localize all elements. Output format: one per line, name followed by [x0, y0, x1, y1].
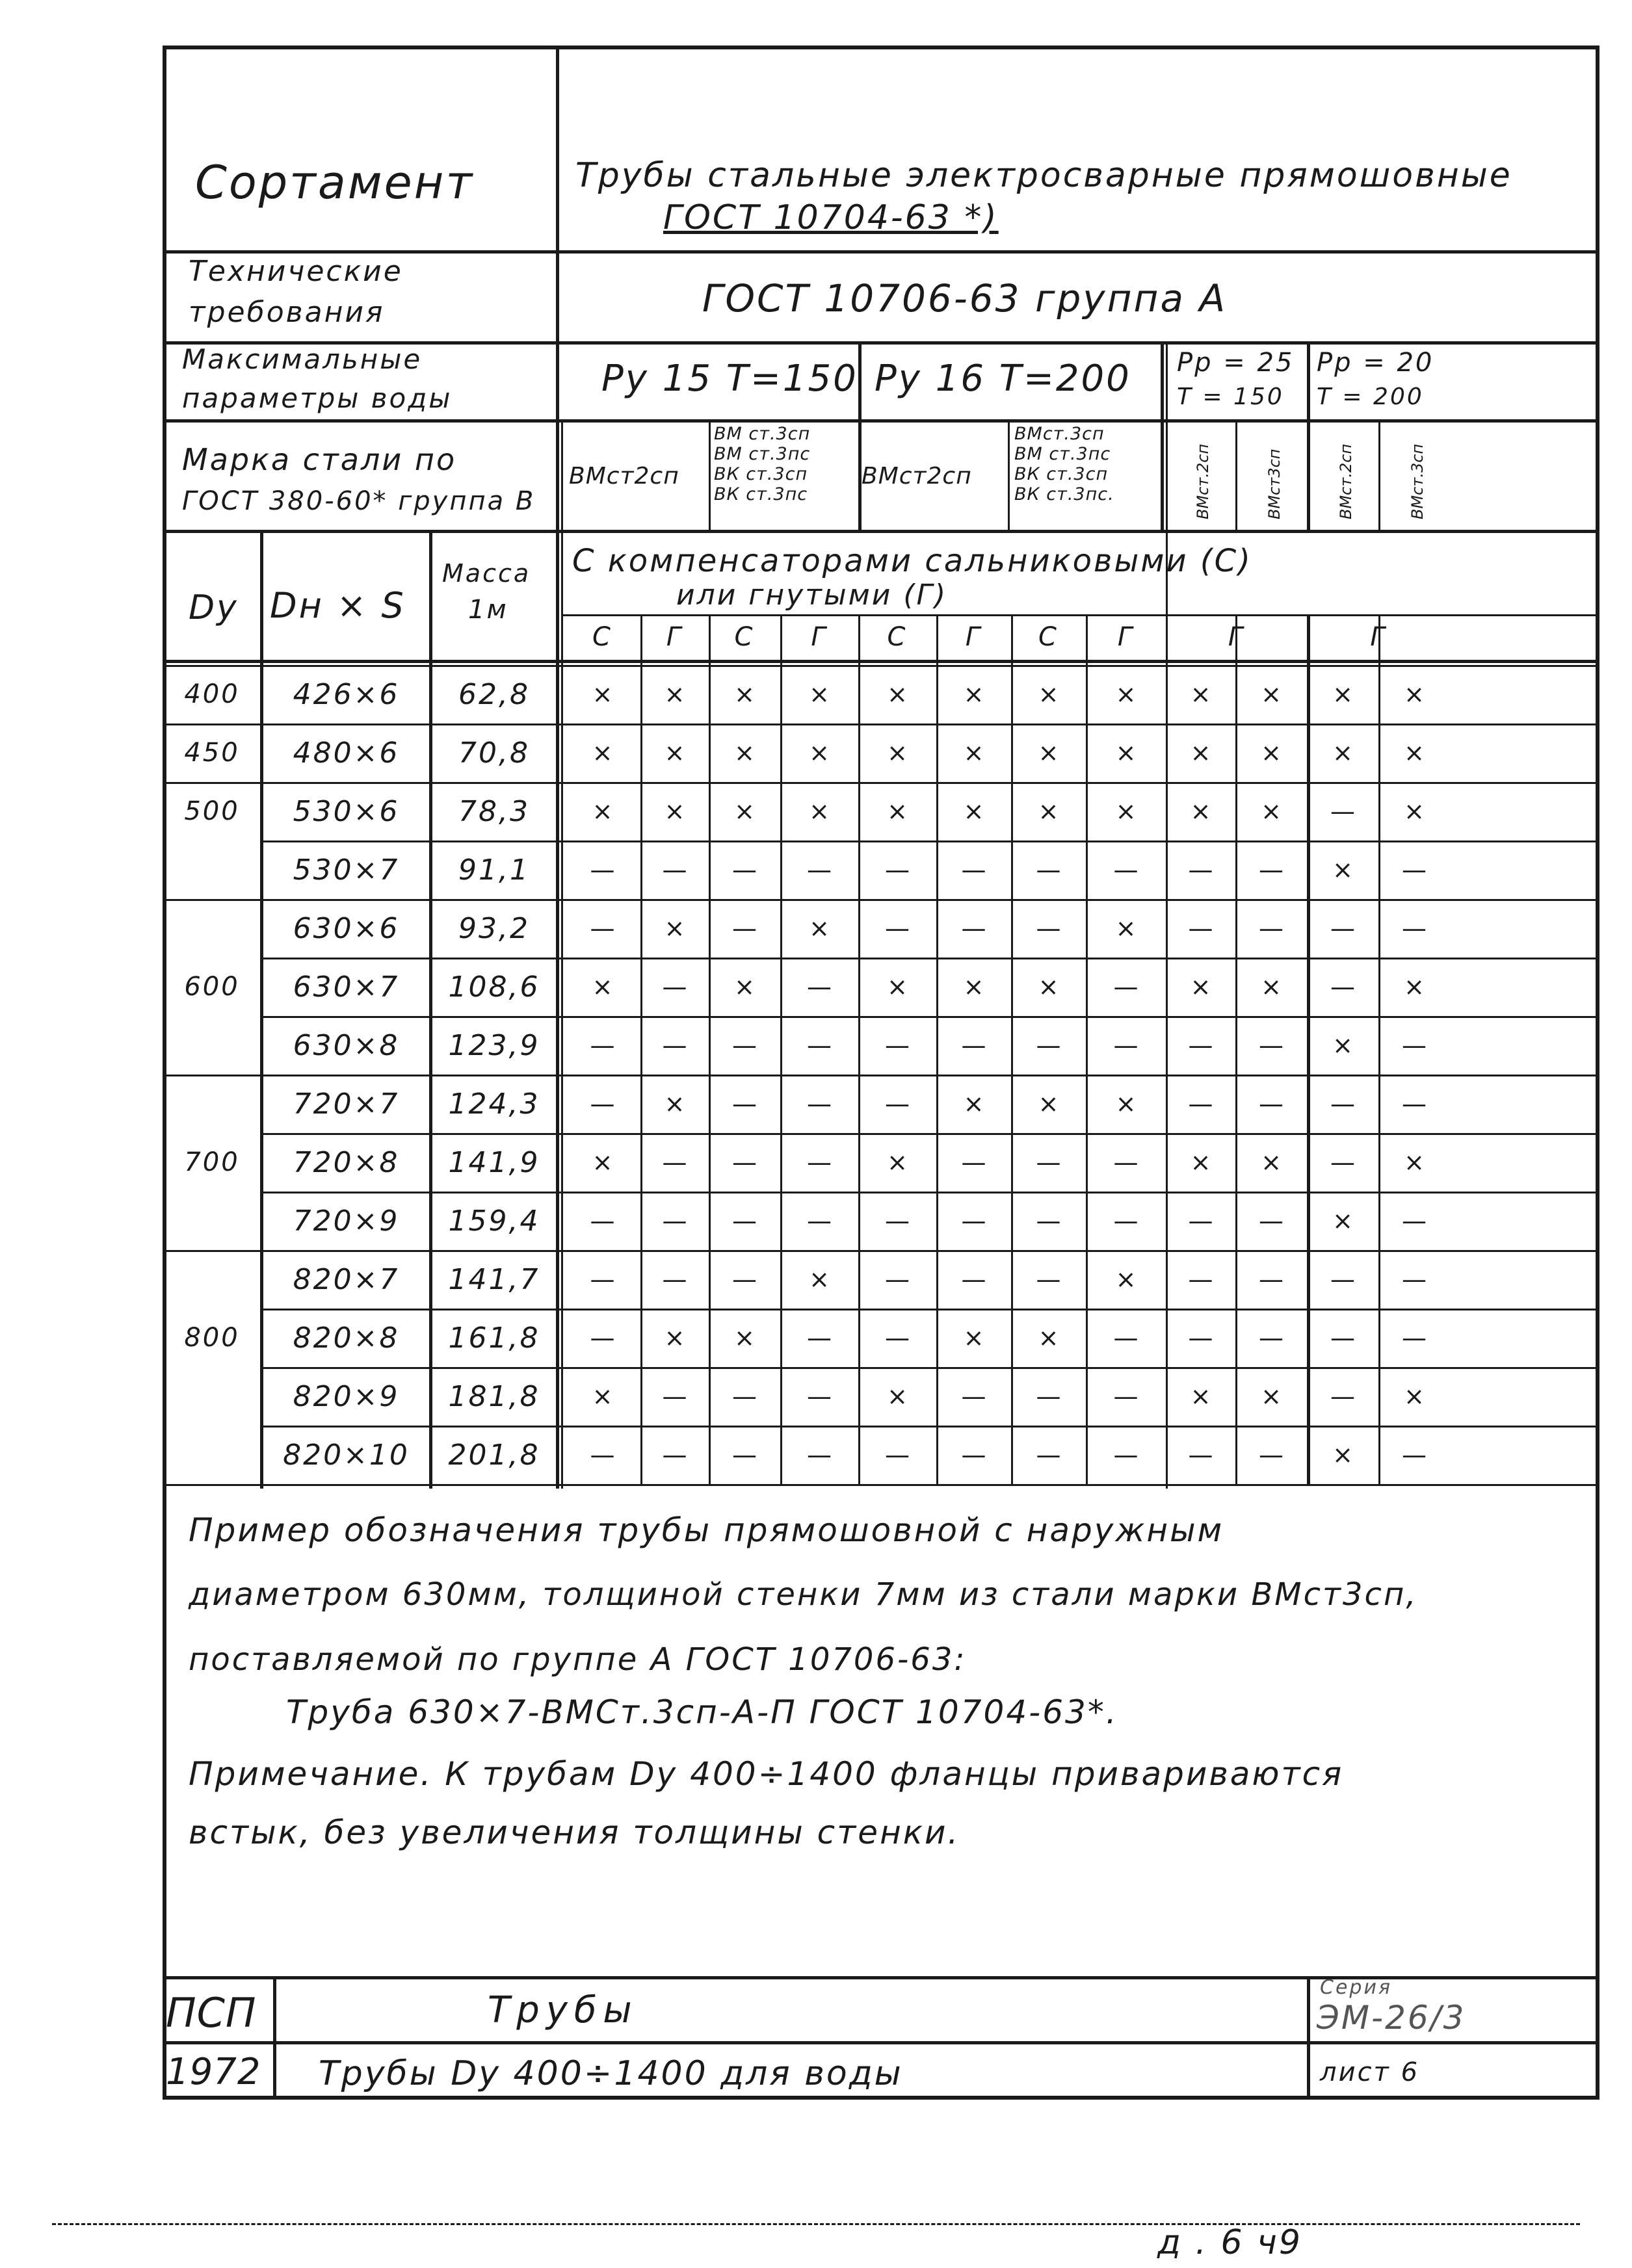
- row-mark: —: [1036, 1382, 1061, 1411]
- param-group-4b: T = 200: [1317, 384, 1424, 410]
- row-mark: —: [961, 914, 986, 943]
- note-line-3: поставляемой по группе А ГОСТ 10706-63:: [189, 1641, 967, 1678]
- sheet-name-2: Трубы Dy 400÷1400 для воды: [319, 2054, 903, 2093]
- row-mark: —: [1036, 1031, 1061, 1060]
- row-mark: —: [1402, 855, 1427, 884]
- row-mark: —: [885, 914, 910, 943]
- row-mark: —: [1330, 914, 1355, 943]
- row-mark: ×: [963, 797, 984, 826]
- row-mark: —: [1188, 1206, 1213, 1235]
- row-mark: ×: [1115, 738, 1137, 767]
- row-mark: —: [1113, 1382, 1138, 1411]
- row-dy: 450: [184, 738, 240, 768]
- row-mark: ×: [592, 972, 613, 1001]
- row-mark: —: [807, 1323, 832, 1352]
- col-header-dy: Dy: [189, 588, 239, 627]
- row-mark: ×: [1404, 797, 1425, 826]
- sub-header-letter: Г: [1370, 622, 1387, 652]
- rule-table-head: [163, 660, 1599, 663]
- year: 1972: [166, 2051, 261, 2093]
- row-mark: ×: [1332, 855, 1353, 884]
- rule-steel-1: [709, 419, 711, 530]
- sub-header-letter: Г: [965, 622, 982, 652]
- row-mark: —: [1330, 797, 1355, 826]
- row-mark: —: [1330, 1089, 1355, 1118]
- row-mark: —: [1113, 1440, 1138, 1469]
- row-mark: —: [732, 1206, 757, 1235]
- note-line-1: Пример обозначения трубы прямошовной с наружным: [189, 1511, 1224, 1549]
- row-mark: —: [662, 855, 687, 884]
- row-mark: ×: [809, 914, 830, 943]
- col-header-mass-1: Масса: [442, 559, 531, 588]
- row-dy: 500: [184, 796, 240, 826]
- row-mark: —: [1402, 1031, 1427, 1060]
- row-mark: —: [807, 1148, 832, 1177]
- row-mark: ×: [592, 1382, 613, 1411]
- row-mark: ×: [1261, 738, 1282, 767]
- row-mark: ×: [592, 680, 613, 709]
- note-line-2: диаметром 630мм, толщиной стенки 7мм из стали марки ВМст3сп,: [189, 1576, 1418, 1613]
- row-mark: ×: [809, 1265, 830, 1294]
- row-mark: —: [1259, 1265, 1283, 1294]
- row-mark: —: [732, 1265, 757, 1294]
- row-mark: —: [1259, 1031, 1283, 1060]
- row-mark: —: [732, 1382, 757, 1411]
- steel-grade-4-line: ВМст.3сп: [1014, 424, 1105, 444]
- row-mark: ×: [887, 680, 908, 709]
- row-mark: —: [1188, 914, 1213, 943]
- row-mark: ×: [1332, 1440, 1353, 1469]
- row-mark: ×: [1190, 1382, 1211, 1411]
- row-mark: ×: [1038, 972, 1059, 1001]
- row-mark: —: [1188, 1440, 1213, 1469]
- row-size: 820×10: [283, 1438, 410, 1472]
- steel-grade-4-line: ВМ ст.3пс: [1014, 444, 1111, 464]
- rule-param-g2: [1161, 341, 1164, 530]
- row-mark: —: [961, 1382, 986, 1411]
- row-mark: —: [590, 1206, 615, 1235]
- row-mark: ×: [734, 680, 755, 709]
- row-mark: ×: [1038, 680, 1059, 709]
- row-mark: —: [732, 1031, 757, 1060]
- row-mark: —: [1330, 1323, 1355, 1352]
- row-mark: ×: [809, 680, 830, 709]
- row-mark: —: [662, 1031, 687, 1060]
- rule-titleblock-left: [273, 1976, 276, 2100]
- row-mass: 124,3: [448, 1087, 540, 1121]
- label-tech-req-2: требования: [189, 296, 385, 329]
- sub-header-letter: Г: [666, 622, 683, 652]
- row-mark: —: [885, 1206, 910, 1235]
- rule-titleblock-mid: [163, 2041, 1599, 2044]
- row-size: 720×8: [293, 1145, 400, 1179]
- sub-header-letter: С: [734, 622, 755, 652]
- rule-titleblock-right: [1307, 1976, 1310, 2100]
- row-mark: —: [1036, 1440, 1061, 1469]
- row-mass: 181,8: [448, 1379, 540, 1413]
- row-mark: —: [1113, 1323, 1138, 1352]
- row-mark: ×: [1190, 1148, 1211, 1177]
- row-mark: —: [1113, 1148, 1138, 1177]
- row-mark: ×: [734, 797, 755, 826]
- row-mark: —: [961, 1440, 986, 1469]
- param-group-3a: Pp = 25: [1177, 348, 1295, 378]
- row-mark: ×: [1038, 797, 1059, 826]
- row-mark: —: [1402, 1323, 1427, 1352]
- row-mark: —: [1036, 1148, 1061, 1177]
- row-mark: —: [885, 1323, 910, 1352]
- sub-header-letter: Г: [811, 622, 828, 652]
- row-mark: —: [590, 855, 615, 884]
- row-mark: ×: [963, 680, 984, 709]
- row-mark: ×: [1404, 738, 1425, 767]
- row-mark: —: [1259, 1206, 1283, 1235]
- row-size: 630×7: [293, 970, 400, 1004]
- label-steel-1: Марка стали по: [182, 442, 457, 477]
- steel-grade-4-line: ВК ст.3пс.: [1014, 484, 1114, 504]
- row-mark: —: [732, 1148, 757, 1177]
- label-tech-req-1: Технические: [189, 255, 403, 288]
- row-mark: —: [807, 1206, 832, 1235]
- row-mass: 108,6: [448, 970, 540, 1004]
- row-mark: ×: [592, 797, 613, 826]
- row-mass: 161,8: [448, 1321, 540, 1355]
- row-mark: ×: [664, 1323, 685, 1352]
- row-mark: —: [885, 1031, 910, 1060]
- row-mark: ×: [887, 1382, 908, 1411]
- row-mark: —: [662, 1206, 687, 1235]
- rule-header-1: [163, 250, 1599, 254]
- row-mark: —: [1036, 914, 1061, 943]
- row-mark: —: [590, 1323, 615, 1352]
- steel-grade-8: ВМст.3сп: [1408, 443, 1427, 519]
- row-mark: —: [1188, 1265, 1213, 1294]
- sub-header-letter: Г: [1117, 622, 1135, 652]
- row-mark: ×: [1261, 972, 1282, 1001]
- note-line-6: встык, без увеличения толщины стенки.: [189, 1814, 960, 1851]
- note-line-4: Труба 630×7-ВМСт.3сп-А-П ГОСТ 10704-63*.: [286, 1693, 1118, 1731]
- row-mark: —: [885, 855, 910, 884]
- row-mass: 70,8: [458, 736, 530, 770]
- row-dy: 600: [184, 972, 240, 1002]
- label-max-params-1: Максимальные: [182, 343, 423, 375]
- row-mark: ×: [592, 1148, 613, 1177]
- row-mark: ×: [809, 797, 830, 826]
- row-mass: 201,8: [448, 1438, 540, 1472]
- row-mark: ×: [1190, 797, 1211, 826]
- row-mark: ×: [664, 738, 685, 767]
- row-mark: —: [1036, 1265, 1061, 1294]
- row-dy: 400: [184, 679, 240, 709]
- row-mark: ×: [887, 738, 908, 767]
- row-mark: ×: [1115, 797, 1137, 826]
- row-mark: —: [807, 1440, 832, 1469]
- row-mark: ×: [1038, 738, 1059, 767]
- row-mark: —: [1402, 1440, 1427, 1469]
- param-group-3b: T = 150: [1177, 384, 1284, 410]
- row-mark: —: [732, 1440, 757, 1469]
- sub-header-letter: С: [592, 622, 612, 652]
- row-mark: ×: [887, 1148, 908, 1177]
- row-mark: ×: [809, 738, 830, 767]
- sheet-number: лист 6: [1320, 2057, 1420, 2087]
- row-mark: —: [885, 1265, 910, 1294]
- col-header-mass-2: 1м: [468, 595, 508, 625]
- row-mark: —: [1259, 855, 1283, 884]
- row-mark: —: [590, 1089, 615, 1118]
- comp-header-2: или гнутыми (Г): [676, 579, 948, 612]
- rule-header-3: [163, 419, 1599, 423]
- rule-row: [163, 1484, 1599, 1486]
- org-code: ПСП: [166, 1989, 257, 2037]
- row-mark: —: [961, 1265, 986, 1294]
- param-group-2: Py 16 T=200: [875, 358, 1131, 400]
- footer-note: д . 6 ч9: [1157, 2223, 1302, 2262]
- row-mark: —: [662, 1382, 687, 1411]
- sub-header-letter: С: [1038, 622, 1059, 652]
- sub-header-letter: Г: [1228, 622, 1245, 652]
- row-mark: ×: [1404, 1148, 1425, 1177]
- row-mark: ×: [1261, 1382, 1282, 1411]
- param-group-1: Py 15 T=150: [601, 358, 858, 400]
- row-mark: ×: [1332, 1031, 1353, 1060]
- series-label: Серия: [1320, 1976, 1392, 1999]
- row-mass: 78,3: [458, 794, 530, 828]
- rule-steel-3: [1008, 419, 1010, 530]
- row-mark: ×: [1115, 1265, 1137, 1294]
- row-mark: ×: [734, 1323, 755, 1352]
- row-mark: —: [590, 914, 615, 943]
- row-mass: 93,2: [458, 911, 530, 945]
- row-size: 530×7: [293, 853, 400, 887]
- rule-footer: [52, 2223, 1580, 2225]
- rule-header-4: [163, 530, 1599, 533]
- row-mark: ×: [1261, 797, 1282, 826]
- row-mass: 141,9: [448, 1145, 540, 1179]
- row-mark: —: [732, 1089, 757, 1118]
- row-mass: 91,1: [458, 853, 530, 887]
- row-mark: ×: [1190, 680, 1211, 709]
- row-mark: ×: [664, 797, 685, 826]
- row-mark: ×: [1404, 972, 1425, 1001]
- label-sortament: Сортамент: [195, 156, 475, 209]
- row-mark: —: [1188, 1031, 1213, 1060]
- comp-header-1: С компенсаторами сальниковыми (С): [572, 543, 1252, 579]
- steel-grade-5: ВМст.2сп: [1194, 443, 1212, 519]
- row-dy: 800: [184, 1323, 240, 1353]
- row-mark: —: [1330, 1382, 1355, 1411]
- rule-label-column: [556, 46, 559, 1489]
- row-mark: —: [807, 1031, 832, 1060]
- row-mark: ×: [1261, 1148, 1282, 1177]
- note-line-5: Примечание. К трубам Dy 400÷1400 фланцы привариваются: [189, 1755, 1344, 1793]
- row-mark: —: [590, 1031, 615, 1060]
- row-mark: —: [961, 1031, 986, 1060]
- row-mark: —: [1402, 1089, 1427, 1118]
- steel-grade-1: ВМст2сп: [569, 463, 679, 489]
- row-mark: ×: [1190, 972, 1211, 1001]
- col-header-dn-s: Dн × S: [270, 585, 406, 626]
- row-mass: 141,7: [448, 1262, 540, 1296]
- row-size: 630×8: [293, 1028, 400, 1062]
- row-mark: —: [1113, 855, 1138, 884]
- row-mark: ×: [664, 680, 685, 709]
- row-mark: ×: [963, 972, 984, 1001]
- row-size: 630×6: [293, 911, 400, 945]
- steel-grade-2-line: ВМ ст.3пс: [714, 444, 811, 464]
- row-mark: —: [885, 1089, 910, 1118]
- row-mark: ×: [1038, 1323, 1059, 1352]
- row-mark: —: [807, 1089, 832, 1118]
- row-mark: ×: [592, 738, 613, 767]
- row-mark: —: [885, 1440, 910, 1469]
- row-mark: —: [1259, 1440, 1283, 1469]
- row-mark: ×: [1332, 680, 1353, 709]
- row-mark: ×: [963, 1089, 984, 1118]
- row-mark: ×: [734, 972, 755, 1001]
- rule-steel-7: [1378, 419, 1380, 530]
- row-mark: ×: [1261, 680, 1282, 709]
- row-mark: ×: [963, 1323, 984, 1352]
- row-mark: —: [1113, 972, 1138, 1001]
- row-mark: —: [662, 1265, 687, 1294]
- row-mark: —: [1330, 1265, 1355, 1294]
- steel-grade-2-line: ВМ ст.3сп: [714, 424, 811, 444]
- row-mark: —: [1188, 855, 1213, 884]
- row-size: 720×9: [293, 1204, 400, 1238]
- sub-header-letter: С: [887, 622, 908, 652]
- row-mark: ×: [887, 797, 908, 826]
- row-mark: —: [807, 1382, 832, 1411]
- row-mark: ×: [1404, 1382, 1425, 1411]
- row-size: 426×6: [293, 677, 400, 711]
- row-mark: ×: [1332, 738, 1353, 767]
- row-mass: 62,8: [458, 677, 530, 711]
- row-mark: —: [732, 914, 757, 943]
- row-mark: ×: [1038, 1089, 1059, 1118]
- row-mark: —: [590, 1440, 615, 1469]
- row-mark: —: [1330, 972, 1355, 1001]
- row-mark: —: [662, 972, 687, 1001]
- row-mark: ×: [1115, 680, 1137, 709]
- label-max-params-2: параметры воды: [182, 382, 453, 414]
- steel-grade-2-line: ВК ст.3пс: [714, 484, 808, 504]
- row-mark: —: [1188, 1089, 1213, 1118]
- row-mark: ×: [664, 1089, 685, 1118]
- row-mark: —: [961, 1148, 986, 1177]
- row-mark: —: [1188, 1323, 1213, 1352]
- row-size: 820×8: [293, 1321, 400, 1355]
- tech-req-value: ГОСТ 10706-63 группа А: [702, 276, 1228, 320]
- row-mark: ×: [1404, 680, 1425, 709]
- row-mark: ×: [734, 738, 755, 767]
- row-mark: ×: [1115, 1089, 1137, 1118]
- steel-grade-7: ВМст.2сп: [1337, 443, 1355, 519]
- steel-grade-6: ВМст3сп: [1265, 449, 1283, 519]
- steel-grade-2: [714, 424, 810, 504]
- row-mark: —: [590, 1265, 615, 1294]
- row-mass: 123,9: [448, 1028, 540, 1062]
- doc-title-line1: Трубы стальные электросварные прямошовные: [575, 156, 1512, 195]
- label-steel-2: ГОСТ 380-60* группа В: [182, 486, 536, 516]
- row-mark: —: [1402, 1206, 1427, 1235]
- row-mark: —: [1402, 1265, 1427, 1294]
- row-size: 820×9: [293, 1379, 400, 1413]
- row-mark: ×: [664, 914, 685, 943]
- row-mark: —: [1113, 1031, 1138, 1060]
- rule-param-g1: [858, 341, 862, 530]
- row-mark: —: [1259, 914, 1283, 943]
- doc-title-line2: ГОСТ 10704-63 *): [663, 198, 999, 237]
- row-mark: —: [1330, 1148, 1355, 1177]
- row-size: 720×7: [293, 1087, 400, 1121]
- row-mark: —: [1402, 914, 1427, 943]
- row-mark: —: [1036, 855, 1061, 884]
- row-mark: ×: [887, 972, 908, 1001]
- steel-grade-4: [1014, 424, 1114, 504]
- row-mark: —: [961, 855, 986, 884]
- row-dy: 700: [184, 1147, 240, 1177]
- rule-label-column-double: [561, 419, 563, 1489]
- row-mark: —: [961, 1206, 986, 1235]
- row-size: 820×7: [293, 1262, 400, 1296]
- row-mark: —: [1259, 1089, 1283, 1118]
- row-size: 530×6: [293, 794, 400, 828]
- row-mark: ×: [963, 738, 984, 767]
- row-mark: —: [1259, 1323, 1283, 1352]
- row-mark: —: [662, 1148, 687, 1177]
- row-mark: —: [1036, 1206, 1061, 1235]
- row-mark: ×: [1190, 738, 1211, 767]
- sheet-name-1: Трубы: [488, 1989, 638, 2031]
- rule-param-g3: [1307, 341, 1310, 530]
- row-mark: ×: [1115, 914, 1137, 943]
- row-mark: —: [732, 855, 757, 884]
- steel-grade-2-line: ВК ст.3сп: [714, 464, 808, 484]
- row-mark: ×: [1332, 1206, 1353, 1235]
- row-size: 480×6: [293, 736, 400, 770]
- steel-grade-4-line: ВК ст.3сп: [1014, 464, 1109, 484]
- steel-grade-3: ВМст2сп: [862, 463, 972, 489]
- rule-steel-5: [1235, 419, 1237, 530]
- param-group-4a: Pp = 20: [1317, 348, 1434, 378]
- row-mark: —: [807, 972, 832, 1001]
- series-code: ЭМ-26/3: [1317, 1999, 1466, 2037]
- row-mass: 159,4: [448, 1204, 540, 1238]
- row-mark: —: [1113, 1206, 1138, 1235]
- row-mark: —: [662, 1440, 687, 1469]
- row-mark: —: [807, 855, 832, 884]
